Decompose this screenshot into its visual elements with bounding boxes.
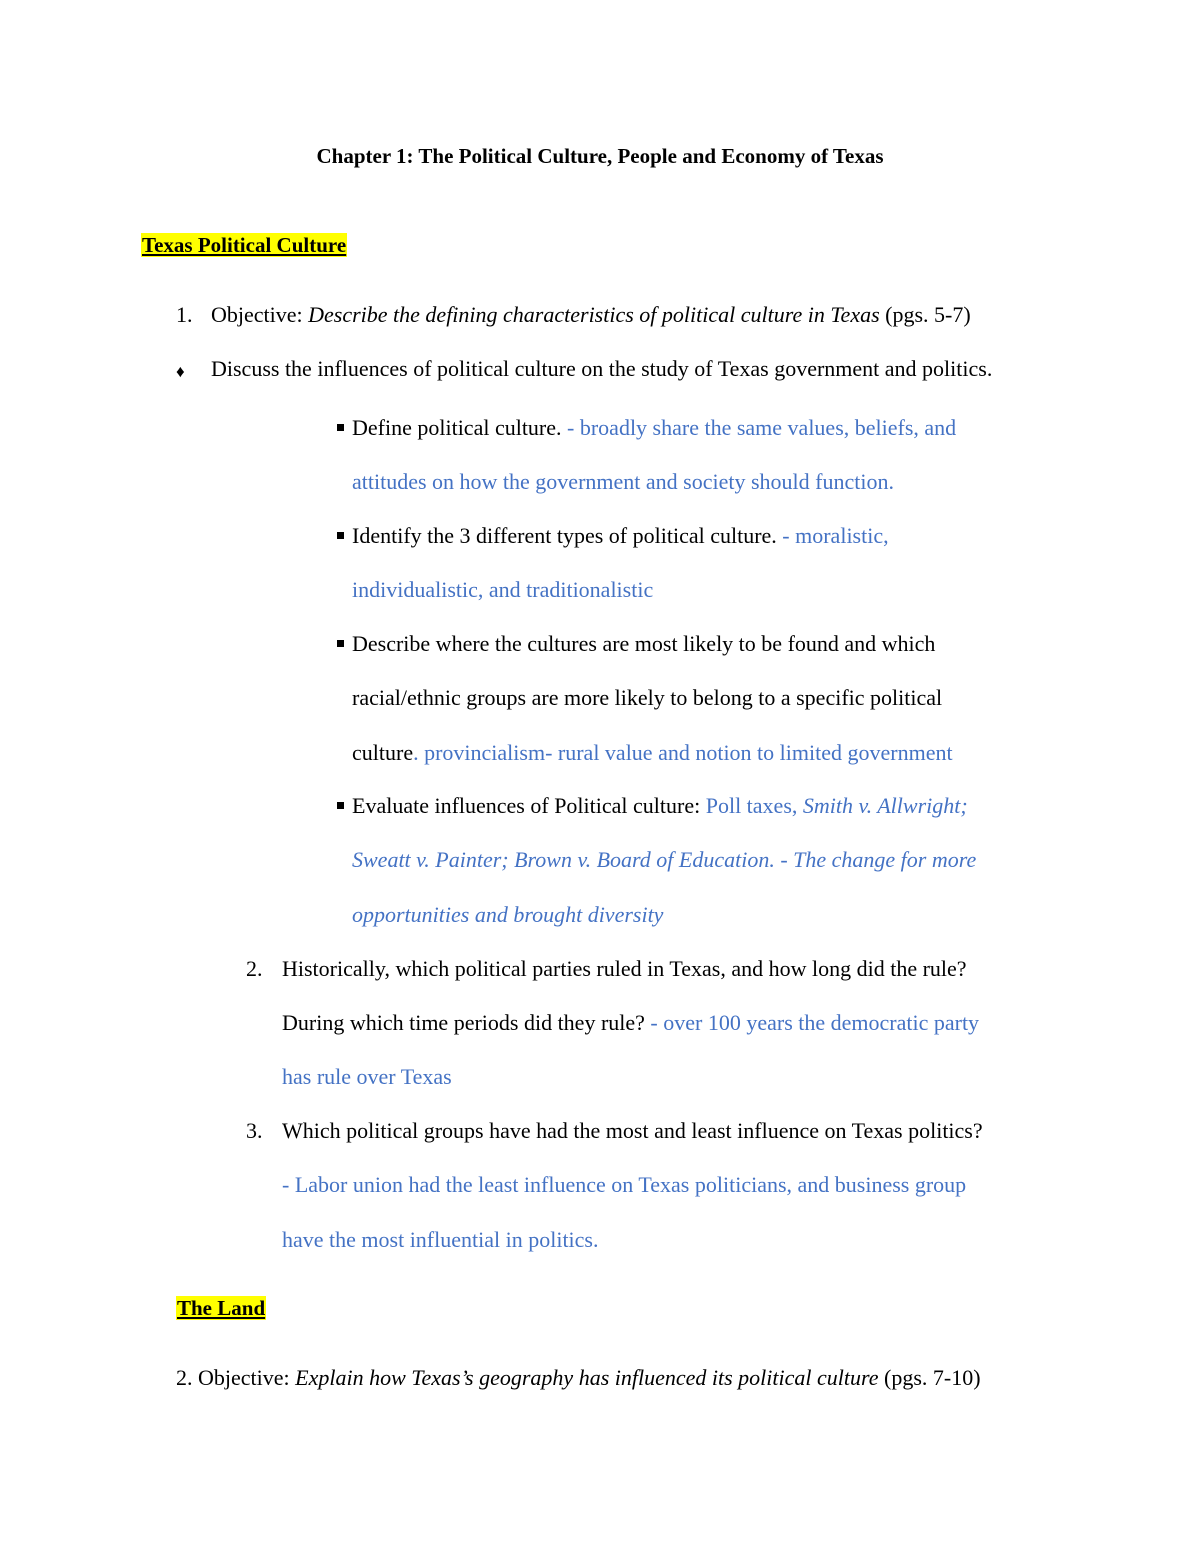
sub-bullet-text: Identify the 3 different types of political culture. — [352, 523, 783, 548]
objective-number: 1. — [176, 302, 193, 327]
question-number: 3. — [246, 1118, 263, 1143]
square-bullet-icon — [337, 532, 344, 539]
answer-text: - over 100 years the democratic party — [650, 1010, 980, 1035]
square-bullet-icon — [337, 424, 344, 431]
answer-text: provincialism- rural value and notion to limited government — [424, 740, 953, 765]
question-line — [282, 1010, 979, 1036]
answer-text: has rule over Texas — [282, 1064, 452, 1089]
answer-text: - broadly share the same values, beliefs, and — [567, 415, 957, 440]
objective-pages: (pgs. 7-10) — [878, 1365, 981, 1390]
answer-text: - moralistic, — [782, 523, 889, 548]
section-heading-text: Texas Political Culture — [142, 233, 347, 257]
answer-text: have the most influential in politics. — [282, 1227, 599, 1252]
page-title: Chapter 1: The Political Culture, People and Economy of Texas — [316, 144, 884, 168]
objective-label: 2. Objective: — [176, 1365, 296, 1390]
answer-text: attitudes on how the government and society should function. — [352, 469, 894, 494]
sub-bullet-text: culture — [352, 740, 414, 765]
square-bullet-icon — [337, 640, 344, 647]
answer-text: individualistic, and traditionalistic — [352, 577, 654, 602]
diamond-bullet-icon: ♦ — [176, 362, 185, 381]
sub-bullet-describe — [337, 631, 935, 657]
objective-label: Objective: — [211, 302, 309, 327]
sub-bullet-text: Define political culture. — [352, 415, 568, 440]
objective-line — [176, 1365, 981, 1391]
objective-text: Explain how Texas’s geography has influenced its political culture — [295, 1365, 879, 1390]
sub-bullet-text: Evaluate influences of Political culture: — [352, 793, 706, 818]
sub-bullet-text: Describe where the cultures are most likely to be found and which — [352, 631, 936, 656]
answer-text-italic: Smith v. Allwright; — [802, 793, 968, 818]
question-text: Which political groups have had the most and least influence on Texas politics? — [282, 1118, 983, 1143]
section-heading-the-land — [176, 1295, 266, 1321]
sub-bullet-period: . — [413, 740, 425, 765]
sub-bullet-evaluate — [337, 793, 968, 819]
objective-pages: (pgs. 5-7) — [879, 302, 971, 327]
sub-bullet-define — [337, 415, 956, 441]
answer-text-italic: Sweatt v. Painter; Brown v. Board of Education. - The change for more — [352, 847, 977, 872]
discuss-text: Discuss the influences of political culture on the study of Texas government and politics. — [211, 356, 993, 381]
section-heading-political-culture — [141, 232, 347, 258]
question-text: During which time periods did they rule? — [282, 1010, 651, 1035]
section-heading-text: The Land — [177, 1296, 266, 1320]
question-number: 2. — [246, 956, 263, 981]
objective-line — [211, 302, 971, 328]
question-text: Historically, which political parties ruled in Texas, and how long did the rule? — [282, 956, 967, 981]
answer-text: - Labor union had the least influence on Texas politicians, and business group — [282, 1172, 967, 1197]
answer-text-italic: opportunities and brought diversity — [352, 902, 664, 927]
answer-text: Poll taxes, — [705, 793, 803, 818]
sub-bullet-identify — [337, 523, 889, 549]
sub-bullet-line — [352, 740, 953, 766]
sub-bullet-text: racial/ethnic groups are more likely to belong to a specific political — [352, 685, 943, 710]
objective-text: Describe the defining characteristics of political culture in Texas — [308, 302, 880, 327]
square-bullet-icon — [337, 802, 344, 809]
